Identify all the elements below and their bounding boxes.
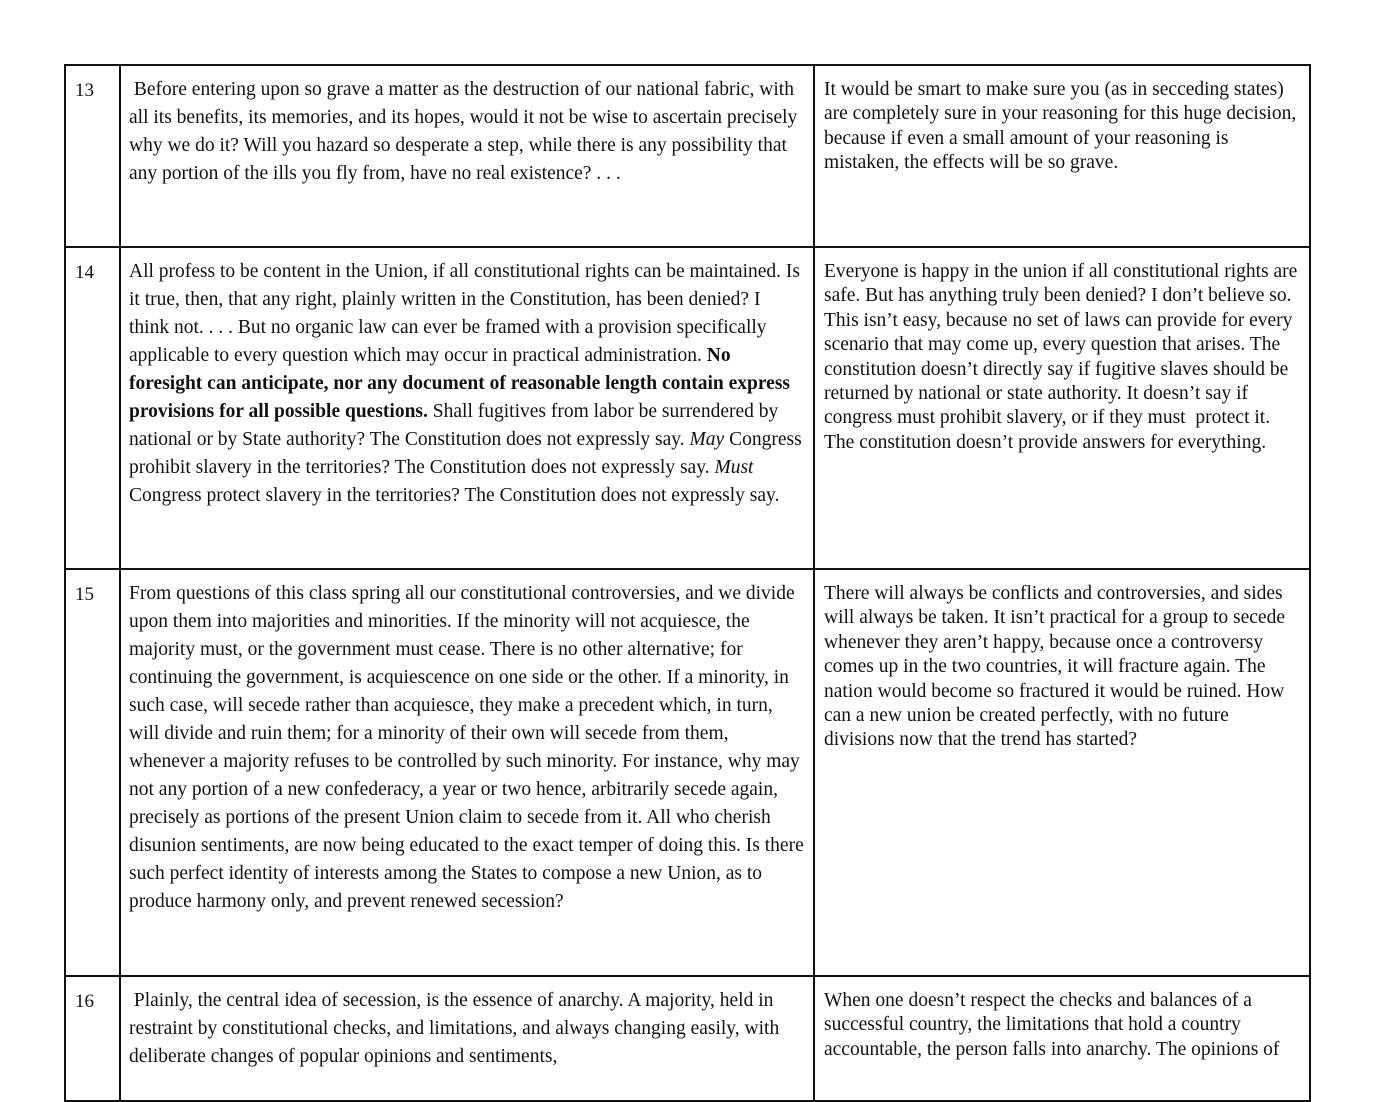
table-row xyxy=(65,569,1310,976)
paraphrase-text: There will always be conflicts and controversies, and sides will always be taken. It isn’t practical for a group to secede whenever they aren’t happy, because once a controversy comes up in the two countries, it will fracture again. The nation would become so fractured it would be ruined. How can a new union be created perfectly, with no future divisions now that the trend has started? xyxy=(824,583,1285,751)
analysis-table xyxy=(64,64,1311,1102)
quote-bold-text: No foresight can anticipate, nor any document of reasonable length contain express provisions for all possible questions. xyxy=(129,345,795,422)
paraphrase-cell xyxy=(814,247,1310,569)
quote-cell xyxy=(120,569,814,976)
table-row xyxy=(65,65,1310,247)
quote-italic-text: Must xyxy=(714,457,754,478)
quote-cell xyxy=(120,247,814,569)
row-number: 14 xyxy=(65,247,120,569)
quote-italic-text: May xyxy=(689,429,725,450)
paraphrase-cell xyxy=(814,65,1310,247)
quote-text: Plainly, the central idea of secession, is the essence of anarchy. A majority, held in restraint by constitutional checks, and limitations, and always changing easily, with deliberate changes of popular opinions and sentiments, xyxy=(129,990,785,1067)
paraphrase-cell xyxy=(814,976,1310,1101)
quote-text: Before entering upon so grave a matter as the destruction of our national fabric, with all its benefits, its memories, and its hopes, would it not be wise to ascertain precisely why we do it? Will you hazard so desperate a step, while there is any possibility that any portion of the ills you fly from, have no real existence? . . . xyxy=(129,79,803,184)
row-number: 16 xyxy=(65,976,120,1101)
row-number: 13 xyxy=(65,65,120,247)
paraphrase-text: It would be smart to make sure you (as in secceding states) are completely sure in your reasoning for this huge decision, because if even a small amount of your reasoning is mistaken, the effects will be so grave. xyxy=(824,79,1297,174)
row-number: 15 xyxy=(65,569,120,976)
table-row xyxy=(65,247,1310,569)
quote-text: Congress prohibit slavery in the territories? The Constitution does not expressly say. xyxy=(129,429,807,478)
paraphrase-cell xyxy=(814,569,1310,976)
quote-cell xyxy=(120,976,814,1101)
quote-text: Shall fugitives from labor be surrendered by national or by State authority? The Constitution does not expressly say. xyxy=(129,401,784,450)
quote-text: All profess to be content in the Union, if all constitutional rights can be maintained. Is it true, then, that any right, plainly written in the Constitution, has been denied? I think not. . . . But no organic law can ever be framed with a provision specifically applicable to every question which may occur in practical administration. xyxy=(129,261,805,366)
quote-text: Congress protect slavery in the territories? The Constitution does not expressly say. xyxy=(129,457,780,506)
quote-text: From questions of this class spring all our constitutional controversies, and we divide upon them into majorities and minorities. If the minority will not acquiesce, the majority must, or the government must cease. There is no other alternative; for continuing the government, is acquiescence on one side or the other. If a minority, in such case, will secede rather than acquiesce, they make a precedent which, in turn, will divide and ruin them; for a minority of their own will secede from them, whenever a majority refuses to be controlled by such minority. For instance, why may not any portion of a new confederacy, a year or two hence, arbitrarily secede again, precisely as portions of the present Union claim to secede from it. All who cherish disunion sentiments, are now being educated to the exact temper of doing this. Is there such perfect identity of interests among the States to compose a new Union, as to produce harmony only, and prevent renewed secession? xyxy=(129,583,804,912)
table-row xyxy=(65,976,1310,1101)
paraphrase-text: When one doesn’t respect the checks and balances of a successful country, the limitations that hold a country accountable, the person falls into anarchy. The opinions of xyxy=(824,990,1280,1060)
paraphrase-text: Everyone is happy in the union if all constitutional rights are safe. But has anything truly been denied? I don’t believe so. This isn’t easy, because no set of laws can provide for every scenario that may come up, every question that arises. The constitution doesn’t directly say if fugitive slaves should be returned by national or state authority. It doesn’t say if congress must prohibit slavery, or if they must protect it. The constitution doesn’t provide answers for everything. xyxy=(824,261,1303,453)
quote-cell xyxy=(120,65,814,247)
